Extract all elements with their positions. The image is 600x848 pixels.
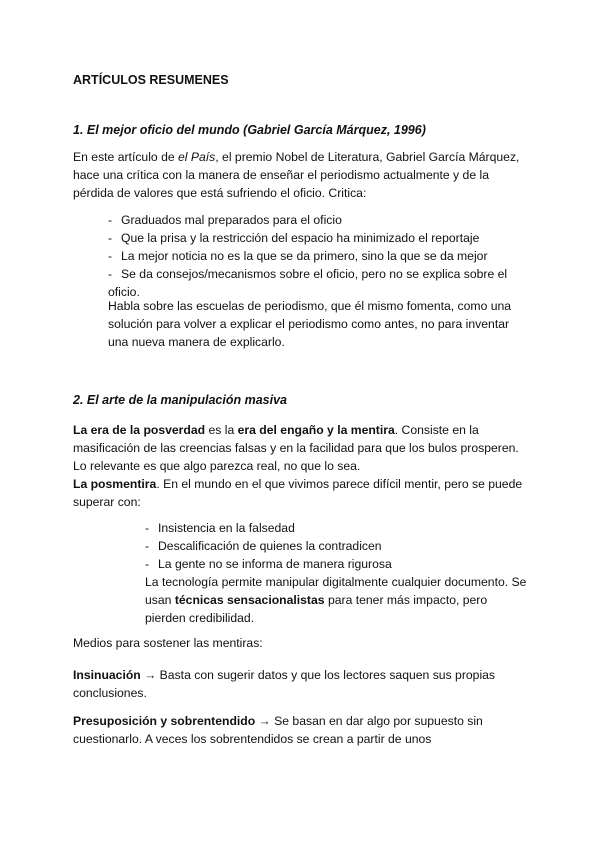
- dash-marker: -: [108, 213, 113, 227]
- list-item-text: La gente no se informa de manera rigurosa: [158, 557, 392, 571]
- section-2-medios-line: Medios para sostener las mentiras:: [73, 636, 263, 650]
- list-item-text: Insistencia en la falsedad: [158, 521, 295, 535]
- dash-marker: -: [145, 557, 150, 571]
- list-item: [108, 265, 528, 301]
- posverdad-term: La era de la posverdad: [73, 423, 206, 437]
- section-2-technology-paragraph: [145, 573, 530, 627]
- document-title: ARTÍCULOS RESUMENES: [73, 73, 229, 87]
- list-item: [108, 229, 528, 247]
- insinuacion-term: Insinuación: [73, 668, 141, 682]
- section-2-heading: 2. El arte de la manipulación masiva: [73, 393, 287, 407]
- section-2-presuposicion-paragraph: [73, 712, 523, 748]
- paragraph-text: La tecnología permite manipular digitalmente cualquier documento. Se usan: [145, 575, 527, 607]
- section-2-posmentira-paragraph: [73, 475, 523, 511]
- list-item: [108, 211, 528, 229]
- list-item-text: Descalificación de quienes la contradicen: [158, 539, 382, 553]
- engano-term: era del engaño y la mentira: [237, 423, 395, 437]
- list-item-text: Se da consejos/mecanismos sobre el oficio, pero no se explica sobre el oficio.: [108, 267, 508, 299]
- paragraph-text: . Consiste en la masificación de las creencias falsas y en la facilidad para que los bulos prosperen. Lo relevante es que algo parezca real, no que lo sea.: [73, 423, 519, 473]
- tecnicas-term: técnicas sensacionalistas: [174, 593, 325, 607]
- paragraph-text: es la: [205, 423, 238, 437]
- intro-newspaper-name: el País: [178, 150, 216, 164]
- intro-text-before: En este artículo de: [73, 150, 179, 164]
- list-item: [108, 247, 528, 265]
- list-item: [145, 519, 535, 537]
- paragraph-text: → Basta con sugerir datos y que los lectores saquen sus propias conclusiones.: [73, 668, 496, 700]
- list-item: [145, 555, 535, 573]
- presuposicion-term: Presuposición y sobrentendido: [73, 714, 256, 728]
- list-item-text: Que la prisa y la restricción del espacio ha minimizado el reportaje: [121, 231, 480, 245]
- paragraph-text: → Se basan en dar algo por supuesto sin cuestionarlo. A veces los sobrentendidos se crean a partir de unos: [73, 714, 483, 746]
- dash-marker: -: [108, 267, 113, 281]
- paragraph-text: para tener más impacto, pero pierden credibilidad.: [145, 593, 488, 625]
- posmentira-term: La posmentira: [73, 477, 157, 491]
- section-2-bullet-list: [145, 519, 535, 573]
- list-item-text: La mejor noticia no es la que se da primero, sino la que se da mejor: [121, 249, 488, 263]
- dash-marker: -: [145, 539, 150, 553]
- dash-marker: -: [108, 249, 113, 263]
- section-2-insinuacion-paragraph: [73, 666, 528, 702]
- dash-marker: -: [145, 521, 150, 535]
- dash-marker: -: [108, 231, 113, 245]
- intro-text-after: , el premio Nobel de Literatura, Gabriel García Márquez, hace una crítica con la manera de enseñar el periodismo actualmente y de la pérdida de valores que está sufriendo el oficio. Critica:: [73, 150, 520, 200]
- section-1-closing: Habla sobre las escuelas de periodismo, que él mismo fomenta, como una solución para volver a explicar el periodismo como antes, no para inventar una nueva manera de explicarlo.: [108, 299, 512, 349]
- list-item-text: Graduados mal preparados para el oficio: [121, 213, 342, 227]
- section-1-bullet-list: [108, 211, 528, 301]
- list-item: [145, 537, 535, 555]
- paragraph-text: . En el mundo en el que vivimos parece difícil mentir, pero se puede superar con:: [73, 477, 523, 509]
- section-2-posverdad-paragraph: [73, 421, 523, 475]
- section-1-intro: [73, 148, 523, 202]
- section-1-heading: 1. El mejor oficio del mundo (Gabriel García Márquez, 1996): [73, 123, 426, 137]
